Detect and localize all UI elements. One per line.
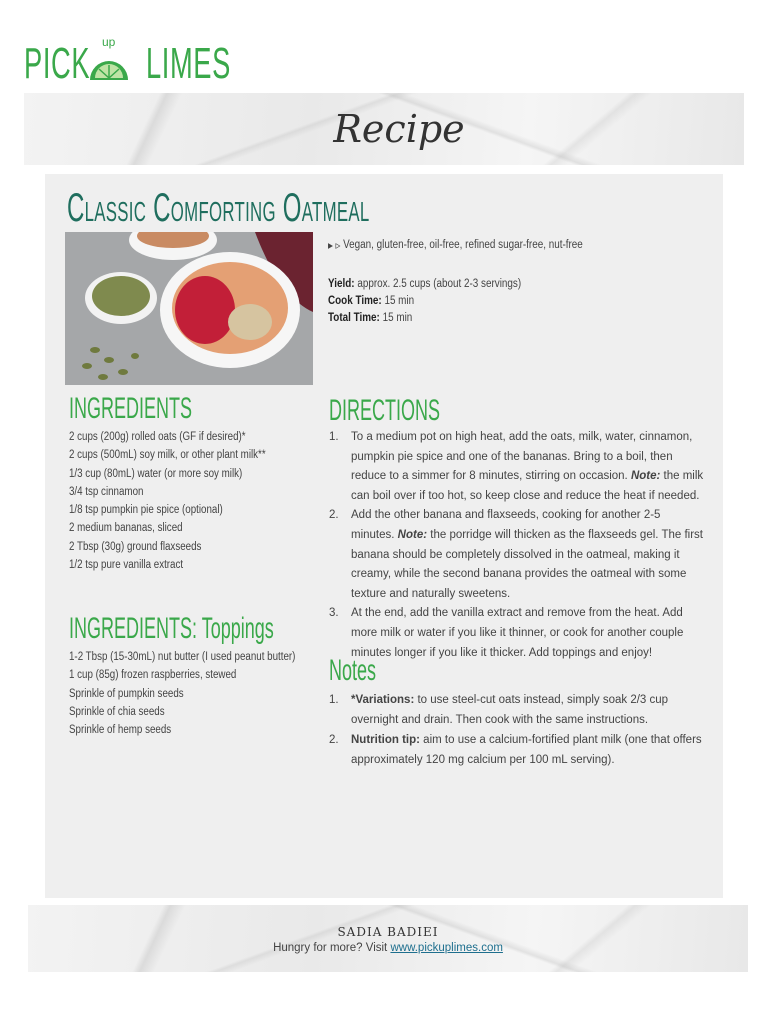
list-item: 2 medium bananas, sliced xyxy=(69,522,183,535)
svg-text:up: up xyxy=(102,35,116,49)
author-name: SADIA BADIEI xyxy=(337,925,439,939)
header-banner xyxy=(24,93,744,165)
list-item: 1/2 tsp pure vanilla extract xyxy=(69,559,184,572)
note-item: 2. Nutrition tip: aim to use a calcium-fortified plant milk (one that offers approximately 120 mg calcium per 100 mL serving). xyxy=(329,734,702,766)
list-item: 2 cups (200g) rolled oats (GF if desired)* xyxy=(69,431,246,443)
yield-row: Yield: approx. 2.5 cups (about 2-3 servings) xyxy=(328,278,522,290)
toppings-heading: INGREDIENTS: Toppings xyxy=(69,612,274,645)
cook-time-row: Cook Time: 15 min xyxy=(328,295,415,307)
logo-wordmark: PICK LIMES xyxy=(24,39,231,88)
list-item: Sprinkle of pumpkin seeds xyxy=(69,687,184,700)
direction-step: 3. At the end, add the vanilla extract and remove from the heat. Add more milk or water if you like it thinner, or cook for another couple minutes longer if you like it thicker. Add toppings and enjoy! xyxy=(329,607,684,659)
page-title: Recipe xyxy=(333,107,465,151)
website-link[interactable]: www.pickuplimes.com xyxy=(390,942,503,954)
footer xyxy=(28,905,748,972)
oatmeal-photo xyxy=(65,232,313,385)
note-item: 1. *Variations: to use steel-cut oats instead, simply soak 2/3 cup overnight and drain. Then cook with the same instructions. xyxy=(329,694,669,726)
list-item: Sprinkle of hemp seeds xyxy=(69,724,172,737)
ingredients-list xyxy=(69,428,329,574)
list-item: 2 cups (500mL) soy milk, or other plant milk** xyxy=(69,449,266,462)
diet-tags xyxy=(328,238,655,252)
notes-heading: Notes xyxy=(329,654,377,687)
directions-heading: DIRECTIONS xyxy=(329,394,441,427)
footer-cta: Hungry for more? Visit www.pickuplimes.com xyxy=(273,942,503,954)
direction-step: 1. To a medium pot on high heat, add the oats, milk, water, cinnamon, pumpkin pie spice and one of the bananas. Bring to a boil, then reduce to a simmer for 8 minutes, stirring on occasion. Note: the milk can boil over if too hot, so keep close and reduce the heat if needed. xyxy=(329,431,704,502)
direction-step: 2. Add the other banana and flaxseeds, cooking for another 2-5 minutes. Note: the porridge will thicken as the flaxseeds gel. The first banana should be completely dissolved in the oatmeal, making it creamy, while the second banana provides the oatmeal with some texture and naturally sweetens. xyxy=(329,509,703,600)
diet-tags-text: Vegan, gluten-free, oil-free, refined sugar-free, nut-free xyxy=(343,239,583,251)
list-item: 1/3 cup (80mL) water (or more soy milk) xyxy=(69,467,243,480)
list-item: Sprinkle of chia seeds xyxy=(69,705,165,718)
list-item: 2 Tbsp (30g) ground flaxseeds xyxy=(69,540,202,553)
toppings-list xyxy=(69,648,329,739)
caret-right-icon: ▹ xyxy=(335,240,341,252)
caret-right-icon: ▸ xyxy=(328,240,333,252)
recipe-meta xyxy=(328,238,708,329)
list-item: 1/8 tsp pumpkin pie spice (optional) xyxy=(69,504,223,517)
notes-list xyxy=(329,690,704,770)
list-item: 1-2 Tbsp (15-30mL) nut butter (I used peanut butter) xyxy=(69,651,296,663)
total-time-row: Total Time: 15 min xyxy=(328,312,413,324)
directions-list xyxy=(329,428,704,663)
list-item: 1 cup (85g) frozen raspberries, stewed xyxy=(69,669,237,682)
recipe-card xyxy=(45,174,723,898)
recipe-title: Classic Comforting Oatmeal xyxy=(67,186,370,230)
ingredients-heading: INGREDIENTS xyxy=(69,392,193,425)
lime-slice-icon xyxy=(86,34,132,84)
pick-up-limes-logo[interactable] xyxy=(24,30,231,88)
list-item: 3/4 tsp cinnamon xyxy=(69,485,144,498)
